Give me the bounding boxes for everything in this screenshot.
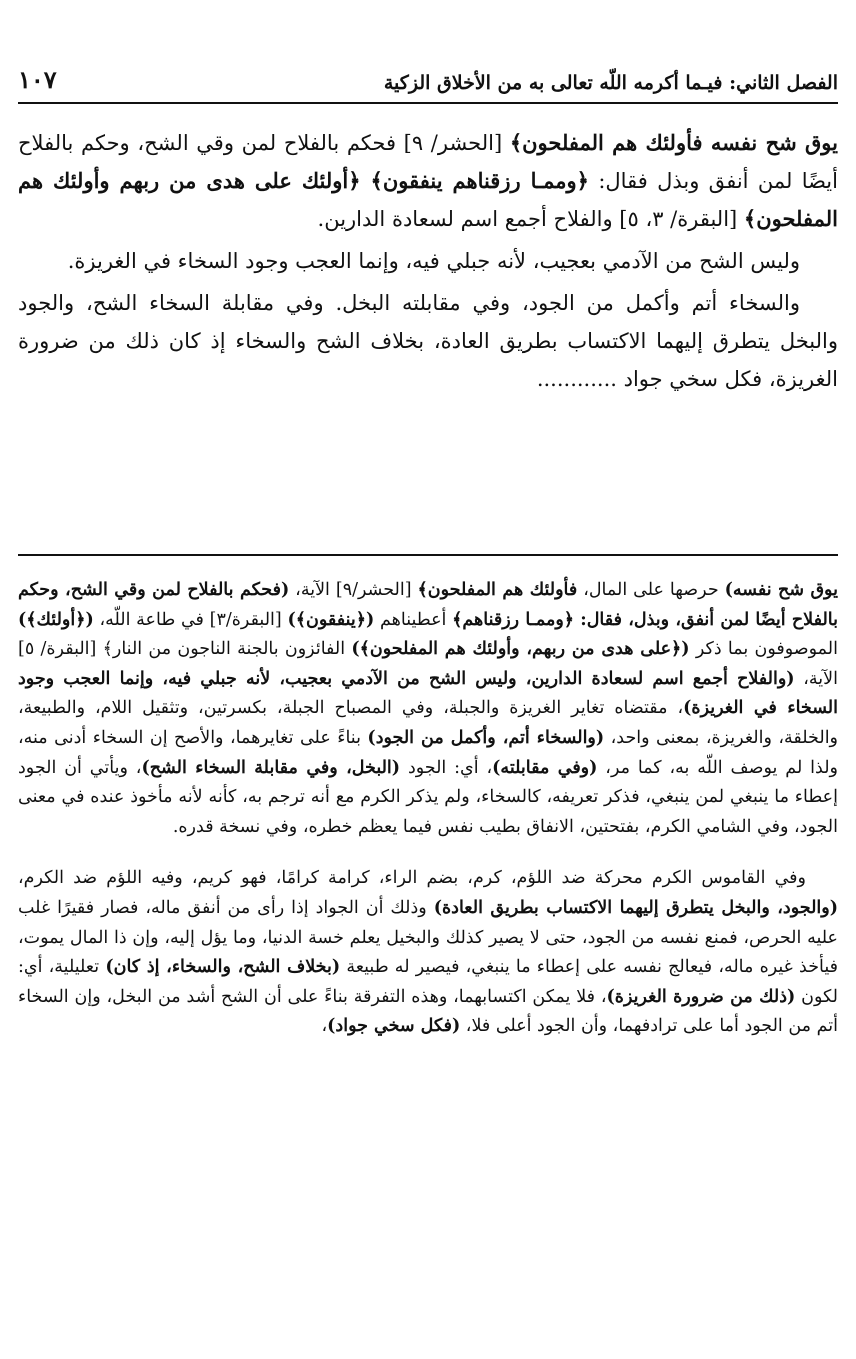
quoted-text: (﴿ينفقون﴾)	[287, 609, 375, 630]
quoted-text: (وفي مقابلته)	[492, 757, 598, 778]
commentary-run: وفي القاموس الكرم محركة ضد اللؤم، كرم، بضم الراء، كرامة كرامًا، فهو كريم، وفيه اللؤم ضد الكرم،	[18, 868, 806, 889]
commentary-run: الموصوفون بما ذكر	[689, 639, 838, 660]
main-paragraph-3	[18, 284, 838, 398]
page-number: ١٠٧	[18, 65, 57, 94]
commentary-run: ، فلا يمكن اكتسابهما، وهذه التفرقة بناءً على أن الشح أشد من البخل، وإن السخاء أتم من الجود أما على ترادفهما، وأن الجود أعلى فلا،	[18, 986, 838, 1037]
commentary-run: ، ويأتي أن الجود إعطاء ما ينبغي لمن ينبغي، فذكر تعريفه، كالسخاء، ولم يذكر الكرم مع أنه ترجم به، كأنه لأنه مأخوذ عنده في معنى الجود، وفي الشامي الكرم، بفتحتين، الانفاق بطيب نفس فيما يعظم خطره، وفي نسخة قدره.	[18, 757, 838, 837]
commentary-run: أعطيناهم	[374, 609, 453, 630]
commentary-run: حرصها على المال،	[577, 580, 725, 600]
main-paragraph-2: وليس الشح من الآدمي بعجيب، لأنه جبلي فيه، وإنما العجب وجود السخاء في الغريزة.	[67, 249, 800, 273]
quoted-text: يوق شح نفسه)	[724, 580, 838, 600]
quoted-text: (فكل سخي جواد)	[327, 1016, 461, 1037]
commentary-run: الفائزون بالجنة الناجون من النار﴾ [البقرة/ ٥] الآية،	[18, 639, 838, 689]
quoted-text: (ذلك من ضرورة الغريزة)	[606, 986, 796, 1007]
main-text-run: [الحشر/ ٩] فحكم بالفلاح لمن وقي الشح، وحكم بالفلاح أيضًا لمن أنفق وبذل فقال:	[18, 131, 838, 193]
header-divider	[18, 102, 838, 104]
commentary-run: وذلك أن الجواد إذا رأى من أنفق ماله، فصار فقيرًا غلب عليه الحرص، فمنع نفسه من الجود، حتى لا يصير كذلك والبخيل يعلم خسة الدنيا، وما يؤل إليه، وإن ذا المال يموت، فيأخذ غيره ماله، فيعالج نفسه على إعطاء ما ينبغي، فيصير له طبيعة	[18, 897, 838, 978]
running-header	[18, 50, 838, 94]
book-page	[18, 0, 838, 1359]
commentary-run: [البقرة/٣] في طاعة اللّه،	[93, 609, 288, 630]
quoted-text: (والسخاء أتم، وأكمل من الجود)	[367, 727, 605, 748]
commentary-run: [الحشر/٩] الآية،	[289, 580, 418, 600]
main-paragraph-1	[18, 124, 838, 238]
commentary-run: ، أي: الجود	[400, 757, 493, 778]
quoted-text: (بخلاف الشح، والسخاء، إذ كان)	[105, 957, 341, 978]
commentary-run: ،	[321, 1016, 328, 1037]
quoted-text: (فحكم بالفلاح لمن وقي الشح، وحكم بالفلاح أيضًا لمن أنفق، وبذل، فقال: ﴿وممـا رزقناهم﴾	[18, 580, 838, 630]
quran-verse: ﴿وممـا رزقناهم ينفقون﴾ ﴿أولئك على هدى من ربهم وأولئك هم المفلحون﴾	[18, 168, 838, 231]
quoted-text: فأولئك هم المفلحون﴾	[417, 580, 578, 600]
commentary-run: بناءً على تغايرهما، والأصح إن السخاء أدنى منه، ولذا لم يوصف اللّه به، كما مر،	[18, 727, 838, 778]
commentary-paragraph-2	[18, 864, 838, 1042]
commentary-run: ، مقتضاه تغاير الغريزة والجبلة، وفي المصباح الجبلة، بكسرتين، وتثقيل اللام، والطبيعة، والخلقة، والغريزة، بمعنى واحد،	[18, 698, 839, 748]
commentary-paragraph-1	[18, 576, 838, 842]
quoted-text: (والجود، والبخل يتطرق إليهما الاكتساب بطريق العادة)	[433, 897, 838, 918]
quoted-text: (﴿أولئك﴾)	[18, 609, 94, 630]
quran-verse: يوق شح نفسه فأولئك هم المفلحون﴾	[509, 130, 838, 155]
quoted-text: (البخل، وفي مقابلة السخاء الشح)	[141, 757, 401, 778]
chapter-title: الفصل الثاني: فيـما أكرمه اللّه تعالى به من الأخلاق الزكية	[383, 72, 838, 94]
main-text-run: [البقرة/ ٣، ٥] والفلاح أجمع اسم لسعادة الدارين.	[317, 207, 744, 231]
main-text-run: والسخاء أتم وأكمل من الجود، وفي مقابلته البخل. وفي مقابلة السخاء الشح، والجود والبخل يتطرق إليهما الاكتساب بطريق العادة، بخلاف الشح والسخاء إذ كان ذلك من ضرورة الغريزة، فكل سخي جواد	[18, 291, 838, 391]
quoted-text: (﴿على هدى من ربهم، وأولئك هم المفلحون﴾)	[351, 639, 690, 660]
quoted-text: (والفلاح أجمع اسم لسعادة الدارين، وليس الشح من الآدمي بعجيب، لأنه جبلي فيه، وإنما العجب وجود السخاء في الغريزة)	[18, 668, 838, 719]
commentary-text	[18, 576, 838, 1042]
commentary-divider	[18, 554, 838, 556]
main-text	[18, 124, 838, 402]
commentary-run: تعليلية، أي: لكون	[18, 957, 838, 1007]
ellipsis-dots: ............	[536, 367, 624, 391]
